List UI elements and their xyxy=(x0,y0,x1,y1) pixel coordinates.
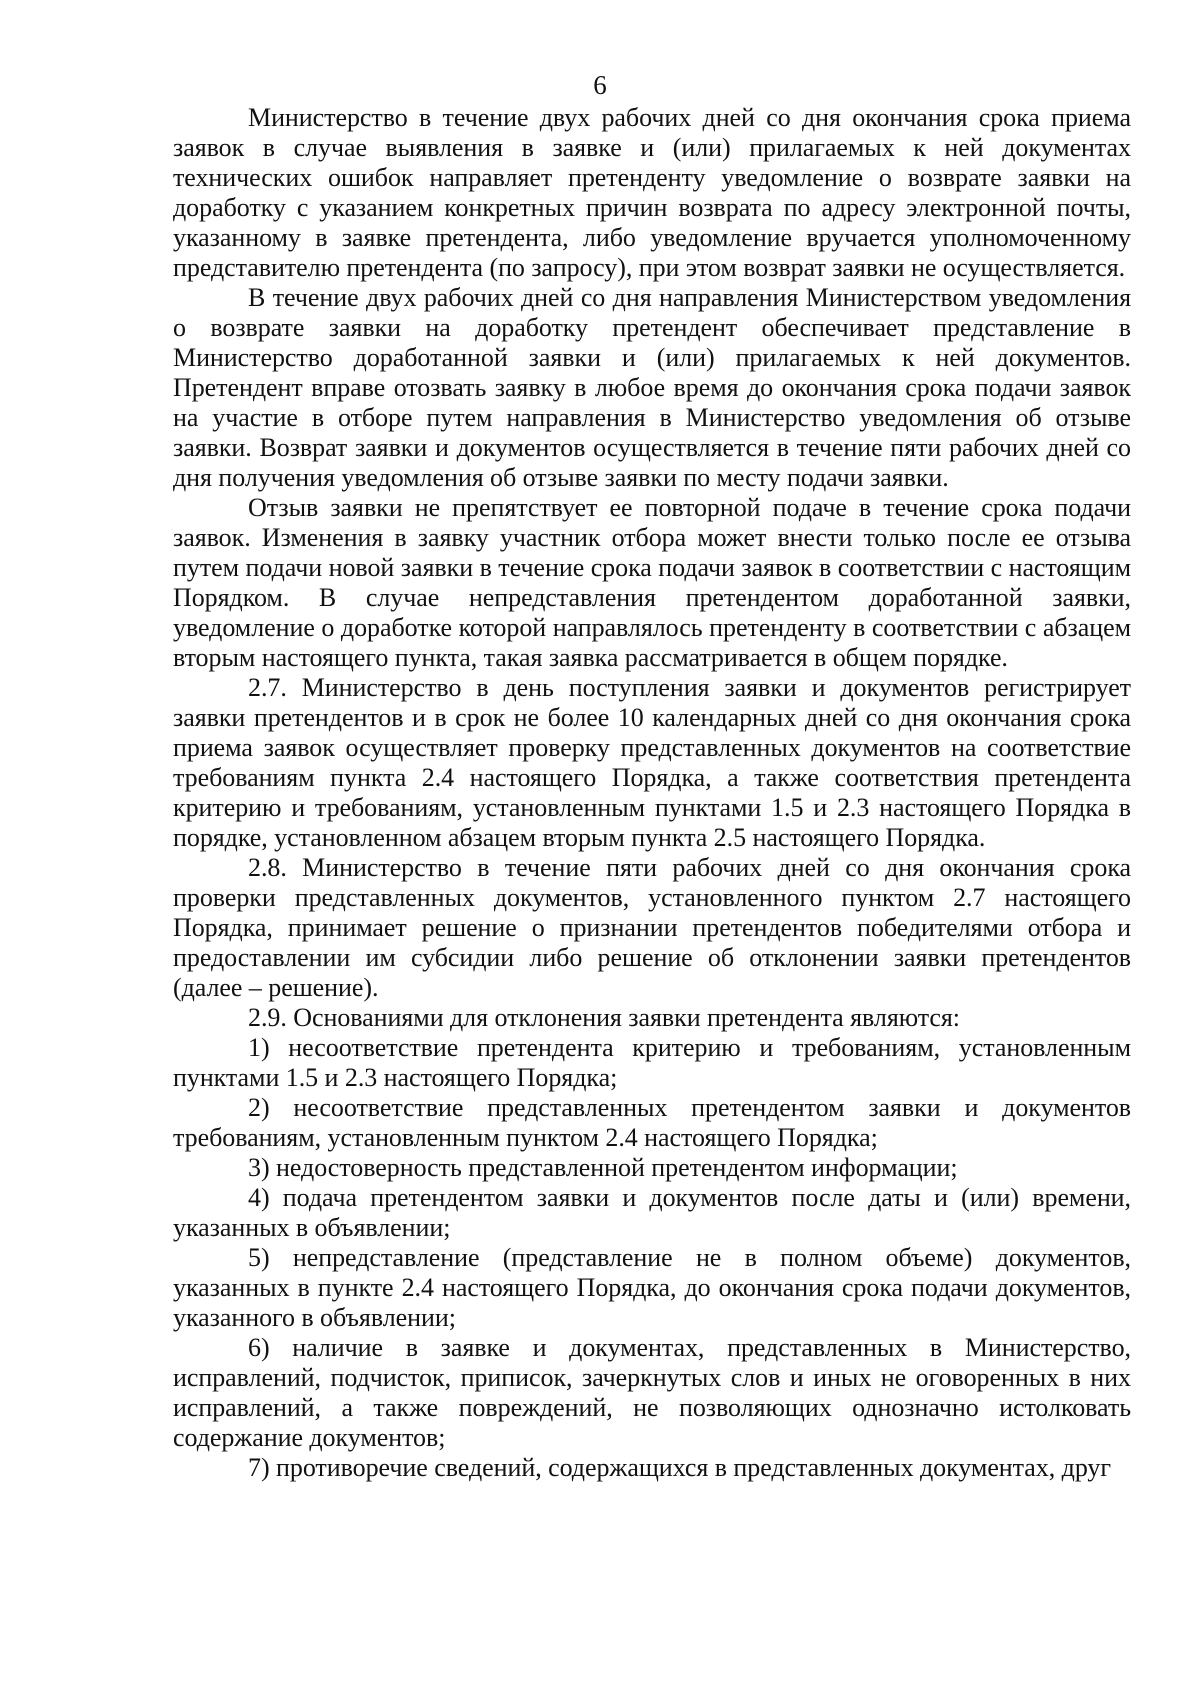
paragraph-resubmission: В течение двух рабочих дней со дня направления Министерством уведомления о возврате заявки на доработку претендент обеспечивает представление в Министерство доработанной заявки и (или) прилагаемых к ней документов. Претендент вправе отозвать заявку в любое время до окончания срока подачи заявок на участие в отборе путем направления в Министерство уведомления об отзыве заявки. Возврат заявки и документов осуществляется в течение пяти рабочих дней со дня получения уведомления об отзыве заявки по месту подачи заявки. xyxy=(173,283,1131,492)
rejection-ground-4: 4) подача претендентом заявки и документов после даты и (или) времени, указанных в объявлении; xyxy=(173,1183,1131,1242)
rejection-ground-5: 5) непредставление (представление не в полном объеме) документов, указанных в пункте 2.4 настоящего Порядка, до окончания срока подачи документов, указанного в объявлении; xyxy=(173,1243,1131,1332)
rejection-ground-2: 2) несоответствие представленных претендентом заявки и документов требованиям, установленным пунктом 2.4 настоящего Порядка; xyxy=(173,1093,1131,1152)
clause-2-7: 2.7. Министерство в день поступления заявки и документов регистрирует заявки претендентов и в срок не более 10 календарных дней со дня окончания срока приема заявок осуществляет проверку представленных документов на соответствие требованиям пункта 2.4 настоящего Порядка, а также соответствия претендента критерию и требованиям, установленным пунктами 1.5 и 2.3 настоящего Порядка в порядке, установленном абзацем вторым пункта 2.5 настоящего Порядка. xyxy=(173,673,1131,852)
rejection-ground-3: 3) недостоверность представленной претендентом информации; xyxy=(248,1153,958,1182)
rejection-ground-7: 7) противоречие сведений, содержащихся в представленных документах, друг xyxy=(248,1453,1111,1482)
document-body xyxy=(173,103,1131,1483)
paragraph-return-notice: Министерство в течение двух рабочих дней со дня окончания срока приема заявок в случае выявления в заявке и (или) прилагаемых к ней документах технических ошибок направляет претенденту уведомление о возврате заявки на доработку с указанием конкретных причин возврата по адресу электронной почты, указанному в заявке претендента, либо уведомление вручается уполномоченному представителю претендента (по запросу), при этом возврат заявки не осуществляется. xyxy=(173,103,1131,282)
rejection-ground-6: 6) наличие в заявке и документах, представленных в Министерство, исправлений, подчисток, приписок, зачеркнутых слов и иных не оговоренных в них исправлений, а также повреждений, не позволяющих однозначно истолковать содержание документов; xyxy=(173,1333,1131,1452)
paragraph-withdrawal: Отзыв заявки не препятствует ее повторной подаче в течение срока подачи заявок. Изменения в заявку участник отбора может внести только после ее отзыва путем подачи новой заявки в течение срока подачи заявок в соответствии с настоящим Порядком. В случае непредставления претендентом доработанной заявки, уведомление о доработке которой направлялось претенденту в соответствии с абзацем вторым настоящего пункта, такая заявка рассматривается в общем порядке. xyxy=(173,493,1131,672)
clause-2-9: 2.9. Основаниями для отклонения заявки претендента являются: xyxy=(248,1003,960,1032)
clause-2-8: 2.8. Министерство в течение пяти рабочих дней со дня окончания срока проверки представленных документов, установленного пунктом 2.7 настоящего Порядка, принимает решение о признании претендентов победителями отбора и предоставлении им субсидии либо решение об отклонении заявки претендентов (далее – решение). xyxy=(173,853,1131,1002)
page-number: 6 xyxy=(593,70,607,100)
rejection-ground-1: 1) несоответствие претендента критерию и требованиям, установленным пунктами 1.5 и 2.3 настоящего Порядка; xyxy=(173,1033,1131,1092)
